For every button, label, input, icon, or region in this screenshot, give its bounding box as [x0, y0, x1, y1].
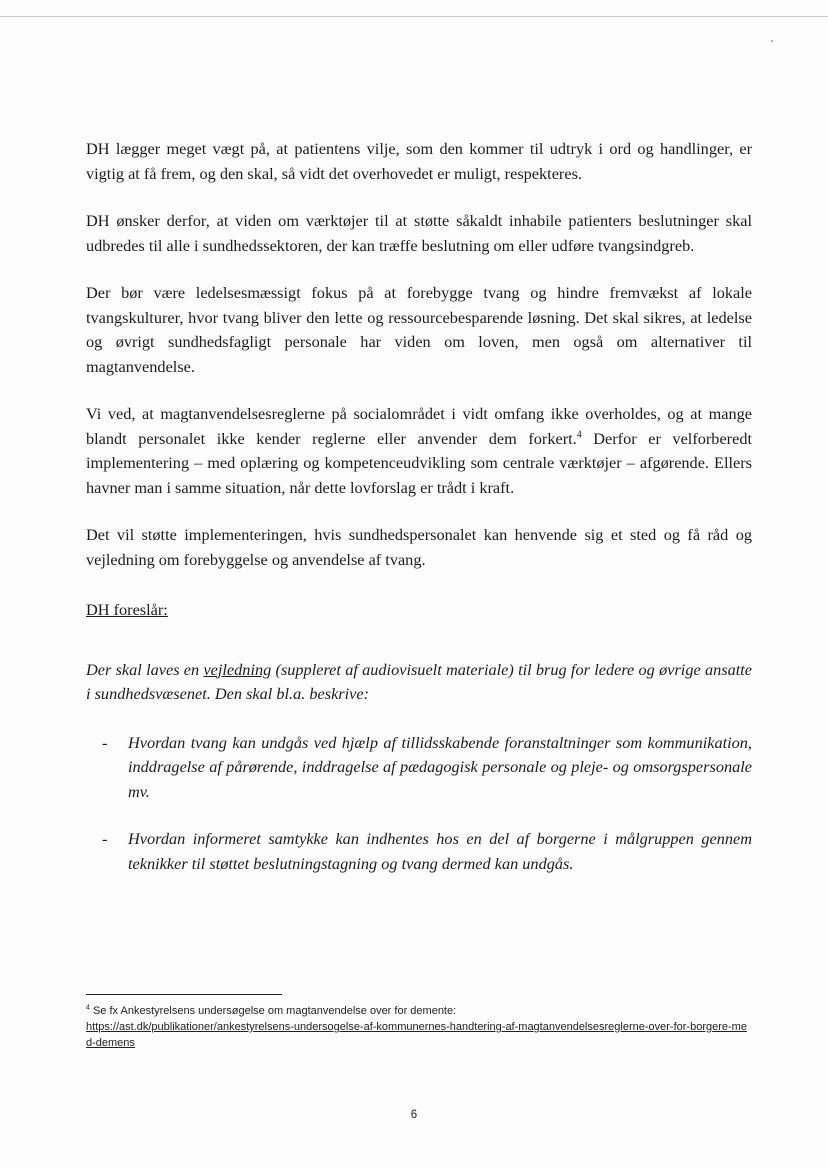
bullet-marker: - [102, 829, 108, 848]
footnote [86, 1003, 752, 1051]
paragraph-1: DH lægger meget vægt på, at patientens vilje, som den kommer til udtryk i ord og handlinger, er vigtig at få frem, og den skal, så vidt det overhovedet er muligt, respekteres. [86, 139, 752, 183]
proposal-text-before: Der skal laves en [86, 659, 204, 679]
proposal-text-after: (suppleret af audiovisuelt materiale) til brug for ledere og øvrige ansatte i sundhedsvæsenet. Den skal bl.a. beskrive: [86, 659, 752, 703]
list-item [86, 827, 752, 876]
list-item-text: Hvordan tvang kan undgås ved hjælp af tillidsskabende foranstaltninger som kommunikation, inddragelse af pårørende, inddragelse af pædagogisk personale og pleje- og omsorgspersonale mv. [128, 732, 752, 801]
footnote-separator [86, 994, 282, 995]
proposal-underlined-term: vejledning [203, 659, 272, 679]
scan-speck [771, 40, 773, 42]
footnote-number: 4 [86, 1004, 90, 1012]
paragraph-4 [86, 402, 752, 500]
paragraph-2: DH ønsker derfor, at viden om værktøjer til at støtte såkaldt inhabile patienters beslutninger skal udbredes til alle i sundhedssektoren, der kan træffe beslutning om eller udføre tvangsindgreb. [86, 211, 752, 255]
section-heading: DH foreslår: [86, 600, 168, 619]
bullet-marker: - [102, 732, 108, 752]
body-content [86, 137, 752, 899]
paragraph-3: Der bør være ledelsesmæssigt fokus på at forebygge tvang og hindre fremvækst af lokale tvangskulturer, hvor tvang bliver den lette og ressourcebesparende løsning. Det skal sikres, at ledelse og øvrigt sundhedsfagligt personale har viden om loven, men også om alternativer til magtanvendelse. [86, 283, 752, 376]
list-item-text: Hvordan informeret samtykke kan indhentes hos en del af borgerne i målgruppen gennem teknikker til støttet beslutningstagning og tvang dermed kan undgås. [128, 829, 752, 873]
paragraph-4-text-before: Vi ved, at magtanvendelsesreglerne på socialområdet i vidt omfang ikke overholdes, og at mange blandt personalet ikke kender reglerne eller anvender dem forkert. [86, 404, 752, 448]
paragraph-4-text-after: Derfor er velforberedt implementering – med oplæring og kompetenceudvikling som centrale værktøjer – afgørende. Ellers havner man i samme situation, når dette lovforslag er trådt i kraft. [86, 428, 752, 497]
footnote-text: Se fx Ankestyrelsens undersøgelse om magtanvendelse over for demente: [92, 1005, 457, 1017]
list-item [86, 731, 752, 805]
scan-edge-line [0, 16, 828, 17]
page-number: 6 [410, 1109, 418, 1121]
paragraph-5: Det vil støtte implementeringen, hvis sundhedspersonalet kan henvende sig et sted og få råd og vejledning om forebyggelse og anvendelse af tvang. [86, 525, 752, 569]
footnote-reference[interactable]: 4 [576, 429, 582, 441]
footnote-link[interactable]: https://ast.dk/publikationer/ankestyrelsens-undersogelse-af-kommunernes-handtering-af-magtanvendelsesreglerne-over-for-borgere-med-demens [86, 1021, 747, 1049]
proposal-paragraph [86, 658, 752, 707]
proposal-bullet-list [86, 731, 752, 877]
footnote-text-line [86, 1005, 456, 1017]
